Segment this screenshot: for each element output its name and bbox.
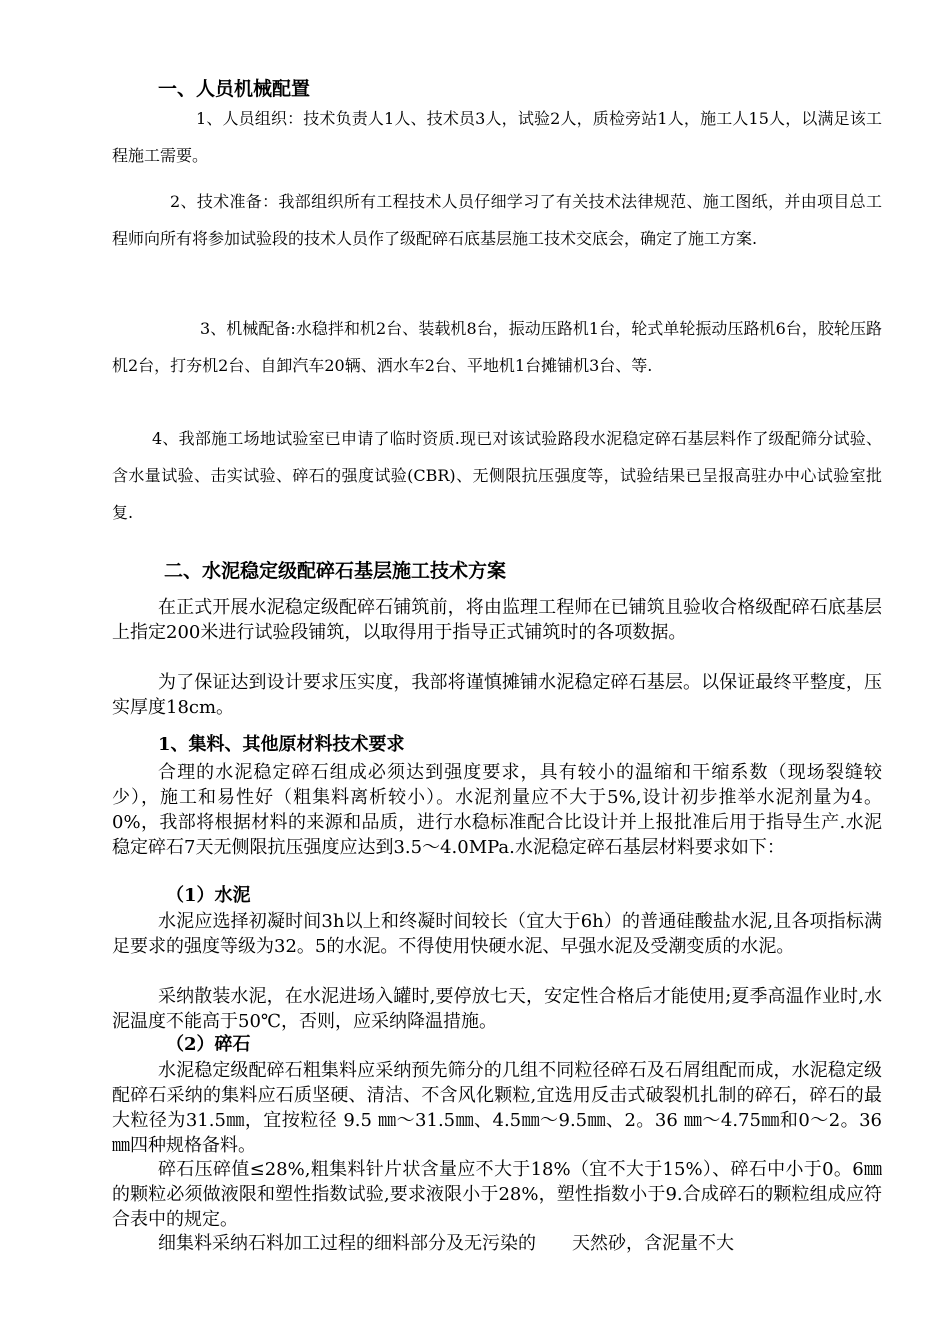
paragraph-trial-section: 在正式开展水泥稳定级配碎石铺筑前，将由监理工程师在已铺筑且验收合格级配碎石底基层上指定200米进行试验段铺筑，以取得用于指导正式铺筑时的各项数据。: [112, 597, 882, 643]
subsection-heading-cement: （1）水泥: [166, 885, 251, 906]
paragraph-machinery: 3、机械配备:水稳拌和机2台、装载机8台，振动压路机1台，轮式单轮振动压路机6台，胶轮压路机2台，打夯机2台、自卸汽车20辆、洒水车2台、平地机1台摊铺机3台、等.: [112, 319, 882, 375]
paragraph-technical-preparation: 2、技术准备：我部组织所有工程技术人员仔细学习了有关技术法律规范、施工图纸，并由项目总工程师向所有将参加试验段的技术人员作了级配碎石底基层施工技术交底会，确定了施工方案.: [112, 192, 882, 248]
paragraph-cement-selection: 水泥应选择初凝时间3h以上和终凝时间较长（宜大于6h）的普通硅酸盐水泥,且各项指标满足要求的强度等级为32。5的水泥。不得使用快硬水泥、早强水泥及受潮变质的水泥。: [112, 911, 882, 957]
section-heading-construction-plan: 二、水泥稳定级配碎石基层施工技术方案: [164, 560, 507, 582]
subsection-heading-aggregate: 1、集料、其他原材料技术要求: [158, 734, 405, 755]
paragraph-gravel-crushing-value: 碎石压碎值≤28%,粗集料针片状含量应不大于18%（宜不大于15%）、碎石中小于0。6㎜的颗粒必须做液限和塑性指数试验,要求液限小于28%，塑性指数小于9.合成碎石的颗粒组成应符合表中的规定。: [112, 1159, 882, 1230]
paragraph-compaction: 为了保证达到设计要求压实度，我部将谨慎摊铺水泥稳定碎石基层。以保证最终平整度，压实厚度18cm。: [112, 672, 882, 718]
subsection-heading-gravel: （2）碎石: [166, 1034, 251, 1055]
paragraph-personnel: 1、人员组织：技术负责人1人、技术员3人，试验2人，质检旁站1人，施工人15人，以满足该工程施工需要。: [112, 109, 882, 165]
paragraph-fine-aggregate: 细集料采纳石料加工过程的细料部分及无污染的 天然砂，含泥量不大: [158, 1233, 734, 1254]
paragraph-lab-tests: 4、我部施工场地试验室已申请了临时资质.现已对该试验路段水泥稳定碎石基层料作了级配筛分试验、含水量试验、击实试验、碎石的强度试验(CBR)、无侧限抗压强度等，试验结果已呈报高驻办中心试验室批复.: [112, 429, 882, 522]
paragraph-cement-storage: 采纳散装水泥，在水泥进场入罐时,要停放七天，安定性合格后才能使用;夏季高温作业时,水泥温度不能高于50℃，否则，应采纳降温措施。: [112, 986, 882, 1032]
section-heading-personnel-machinery: 一、人员机械配置: [158, 78, 311, 100]
paragraph-gravel-composition: 水泥稳定级配碎石粗集料应采纳预先筛分的几组不同粒径碎石及石屑组配而成，水泥稳定级配碎石采纳的集料应石质坚硬、清洁、不含风化颗粒,宜选用反击式破裂机扎制的碎石，碎石的最大粒径为31.5㎜，宜按粒径 9.5 ㎜～31.5㎜、4.5㎜～9.5㎜、2。36 ㎜～4.75㎜和0～2。36㎜四种规格备料。: [112, 1060, 882, 1156]
paragraph-aggregate-requirements: 合理的水泥稳定碎石组成必须达到强度要求，具有较小的温缩和干缩系数（现场裂缝较少），施工和易性好（粗集料离析较小）。水泥剂量应不大于5%,设计初步推举水泥剂量为4。0%，我部将根据材料的来源和品质，进行水稳标准配合比设计并上报批准后用于指导生产.水泥稳定碎石7天无侧限抗压强度应达到3.5～4.0MPa.水泥稳定碎石基层材料要求如下：: [112, 762, 882, 858]
